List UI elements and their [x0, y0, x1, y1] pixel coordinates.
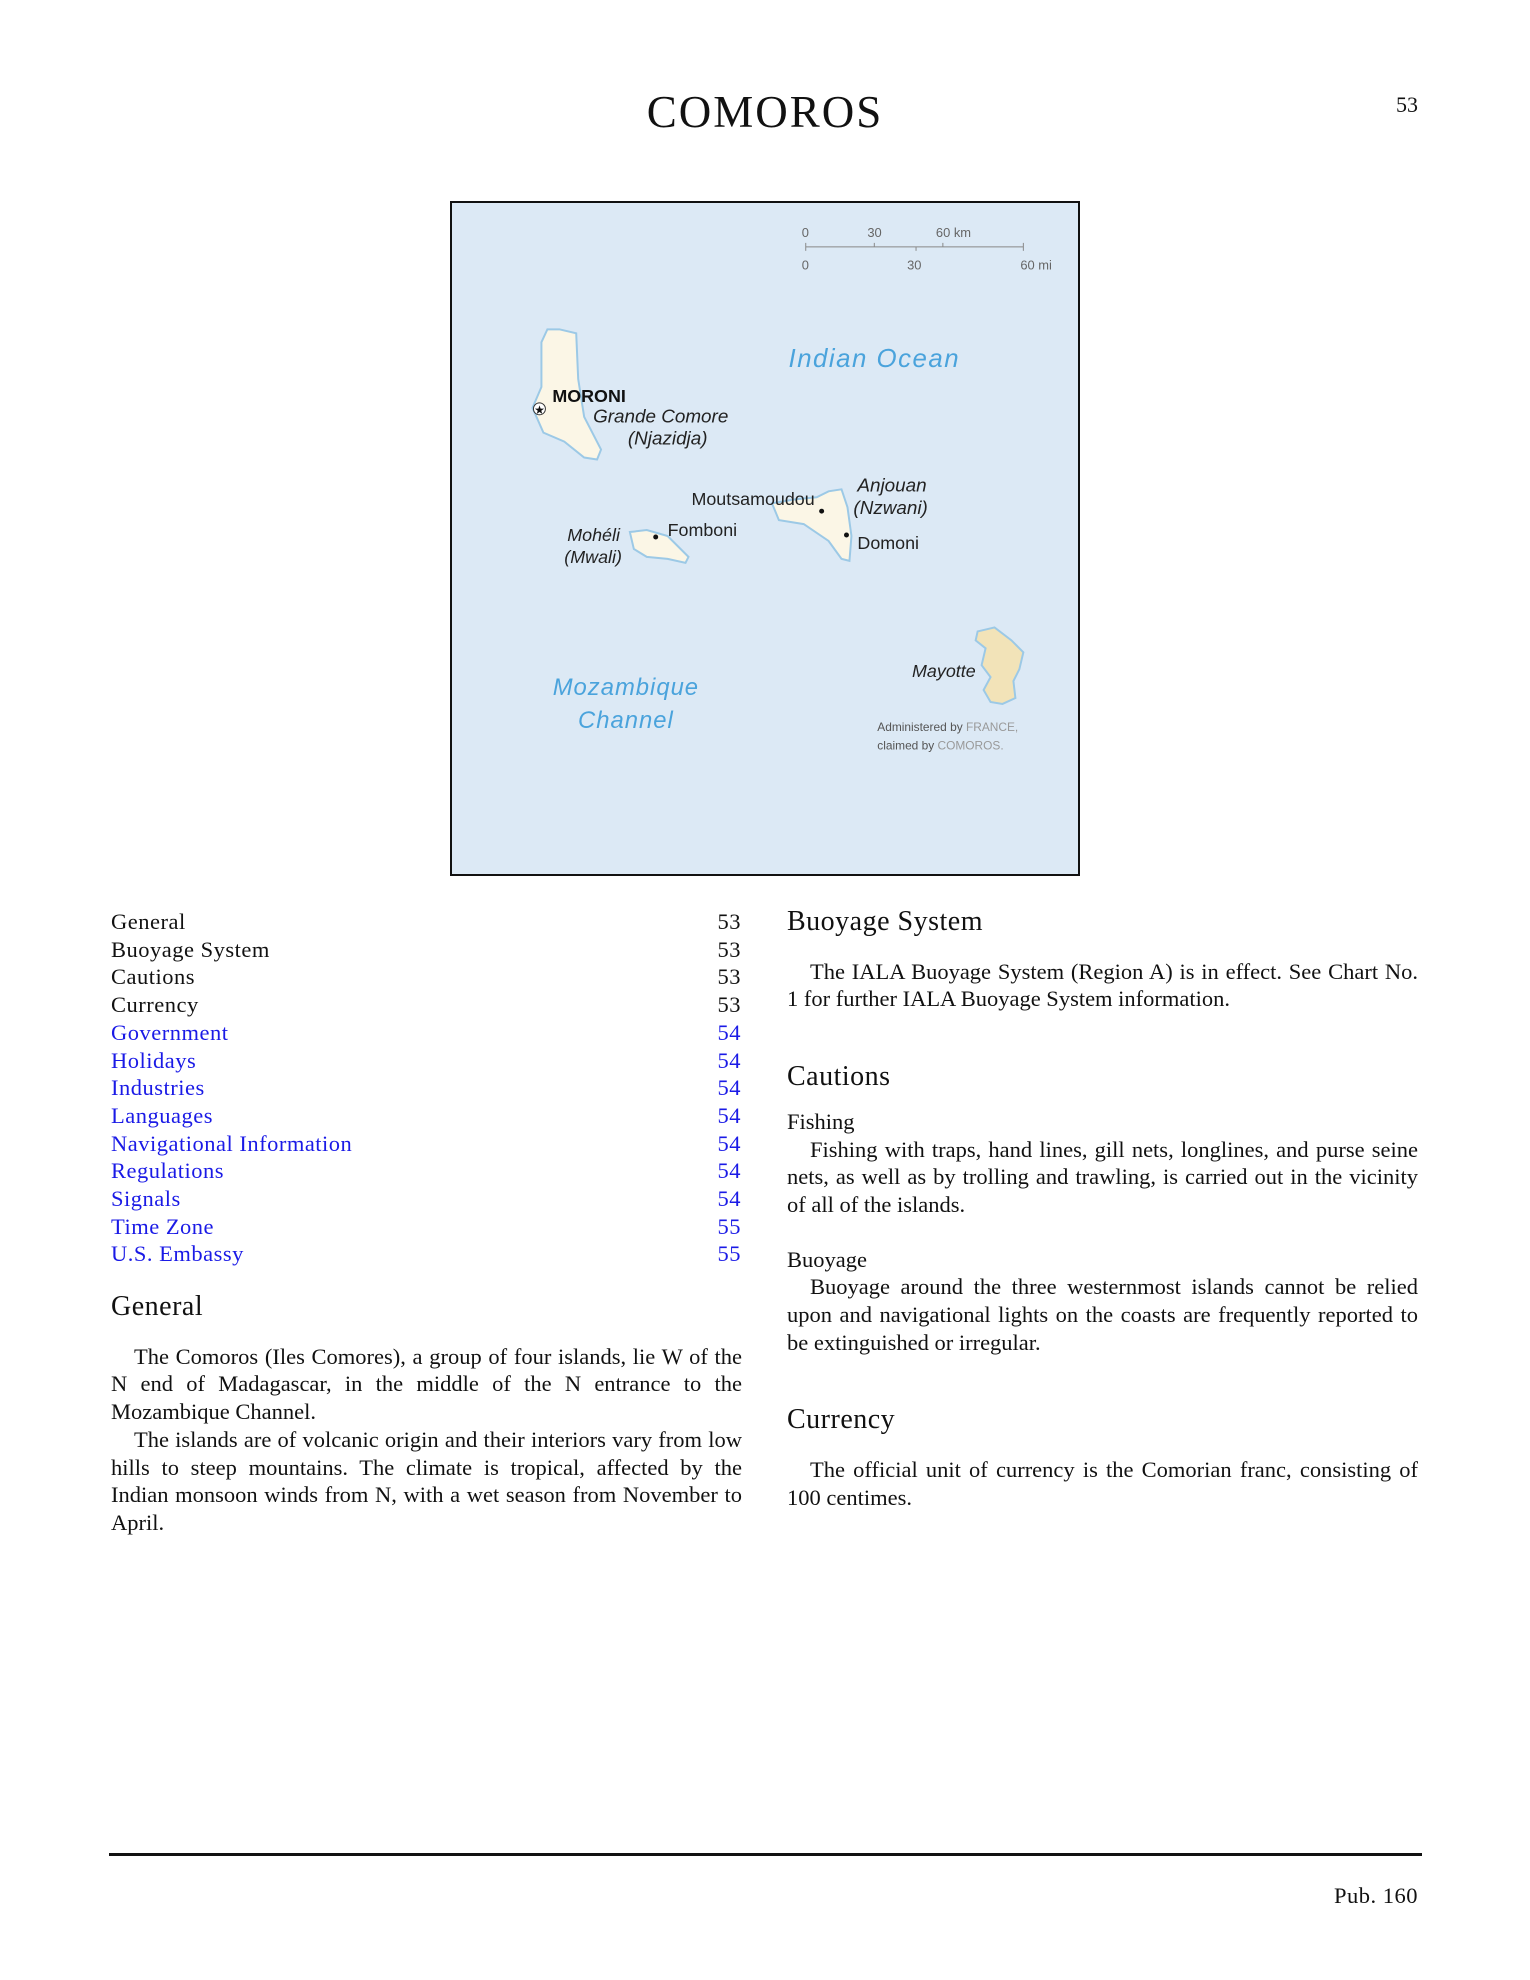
toc-page: 53 [717, 992, 741, 1018]
toc-page: 54 [717, 1186, 741, 1212]
fishing-paragraph: Fishing with traps, hand lines, gill nets, longlines, and purse seine nets, as well as by trolling and trawling, is carried out in the vicinity of all of the islands. [787, 1136, 1418, 1217]
fomboni-label: Fomboni [667, 520, 738, 541]
toc-label: General [111, 909, 186, 934]
channel-label-2: Channel [578, 706, 674, 734]
toc-page: 54 [717, 1158, 741, 1184]
section-general [111, 1293, 742, 1537]
scale-mi-60: 60 mi [1020, 257, 1052, 273]
toc-label: Industries [111, 1075, 205, 1101]
grande-comore-alt-label: (Njazidja) [627, 427, 708, 449]
currency-heading: Currency [787, 1404, 896, 1436]
grande-comore-label: Grande Comore [593, 405, 729, 427]
toc-item-government[interactable] [111, 1019, 741, 1047]
toc-item-u-s-embassy[interactable] [111, 1240, 741, 1268]
toc-page: 54 [717, 1019, 741, 1045]
buoyage-paragraph: The IALA Buoyage System (Region A) is in effect. See Chart No. 1 for further IALA Buoyage System information. [787, 958, 1418, 1012]
moutsamoudou-label: Moutsamoudou [691, 489, 815, 510]
toc-label: Cautions [111, 964, 196, 990]
anjouan-alt-label: (Nzwani) [853, 497, 928, 519]
toc-label: Holidays [111, 1047, 197, 1073]
toc-label: Regulations [111, 1158, 224, 1184]
mayotte-note-line2: claimed by COMOROS. [877, 738, 1004, 753]
svg-text:★: ★ [534, 402, 545, 417]
toc-item-general [111, 908, 741, 936]
footer-rule [109, 1853, 1422, 1856]
toc-page: 54 [717, 1075, 741, 1101]
capital-label: MORONI [552, 385, 626, 406]
domoni-label: Domoni [857, 532, 920, 553]
toc-label: Government [111, 1019, 229, 1045]
toc-label: Time Zone [111, 1213, 215, 1239]
general-heading: General [111, 1291, 204, 1322]
channel-label-1: Mozambique [552, 674, 700, 701]
mayotte-island [976, 627, 1024, 704]
scale-bar [802, 225, 1052, 273]
scale-mi-0: 0 [801, 257, 809, 273]
general-paragraph-1: The Comoros (Iles Comores), a group of four islands, lie W of the N end of Madagascar, in the middle of the N entrance to the Mozambique Channel. [111, 1343, 742, 1425]
toc-item-industries[interactable] [111, 1074, 741, 1102]
toc-item-signals[interactable] [111, 1185, 741, 1213]
anjouan-label: Anjouan [857, 474, 927, 496]
buoyage-heading: Buoyage System [787, 906, 983, 937]
page-number: 53 [1396, 92, 1418, 117]
moheli-label: Mohéli [567, 524, 620, 545]
toc-page: 53 [717, 964, 741, 990]
mayotte-label: Mayotte [912, 661, 976, 682]
toc-label: Currency [111, 992, 199, 1018]
fishing-subheading: Fishing [787, 1108, 855, 1134]
buoyage-caution-paragraph: Buoyage around the three westernmost islands cannot be relied upon and navigational lights on the coasts are frequently reported to be extinguished or irregular. [787, 1274, 1418, 1355]
toc-label: Signals [111, 1186, 181, 1212]
toc-label: Languages [111, 1102, 213, 1128]
cautions-heading: Cautions [787, 1061, 891, 1093]
mayotte-note-line1: Administered by FRANCE, [877, 719, 1019, 734]
table-of-contents [111, 908, 741, 1268]
toc-item-navigational-information[interactable] [111, 1130, 741, 1158]
toc-page: 55 [717, 1213, 741, 1239]
toc-page: 54 [717, 1130, 741, 1156]
toc-label: U.S. Embassy [111, 1241, 244, 1267]
toc-item-buoyage-system [111, 936, 741, 964]
moheli-alt-label: (Mwali) [564, 546, 622, 567]
comoros-map [450, 201, 1080, 876]
scale-km-60: 60 km [935, 224, 972, 240]
toc-page: 53 [717, 909, 741, 934]
toc-page: 55 [717, 1241, 741, 1267]
scale-km-0: 0 [801, 224, 809, 240]
toc-item-languages[interactable] [111, 1102, 741, 1130]
toc-item-time-zone[interactable] [111, 1213, 741, 1241]
toc-label: Buoyage System [111, 936, 270, 962]
toc-label: Navigational Information [111, 1130, 353, 1156]
toc-page: 54 [717, 1102, 741, 1128]
currency-paragraph: The official unit of currency is the Comorian franc, consisting of 100 centimes. [787, 1457, 1418, 1510]
scale-km-30: 30 [867, 224, 882, 240]
publication-label: Pub. 160 [1333, 1883, 1418, 1908]
toc-item-holidays[interactable] [111, 1047, 741, 1075]
scale-mi-30: 30 [907, 257, 922, 273]
right-column [787, 908, 1418, 1512]
toc-page: 53 [717, 936, 741, 962]
toc-item-regulations[interactable] [111, 1157, 741, 1185]
buoyage-subheading: Buoyage [787, 1246, 867, 1272]
ocean-label: Indian Ocean [788, 345, 961, 374]
page-title: COMOROS [646, 87, 884, 137]
toc-item-cautions [111, 963, 741, 991]
toc-page: 54 [717, 1047, 741, 1073]
general-paragraph-2: The islands are of volcanic origin and their interiors vary from low hills to steep mountains. The climate is tropical, affected by the Indian monsoon winds from N, with a wet season from November to April. [111, 1426, 742, 1535]
toc-item-currency [111, 991, 741, 1019]
